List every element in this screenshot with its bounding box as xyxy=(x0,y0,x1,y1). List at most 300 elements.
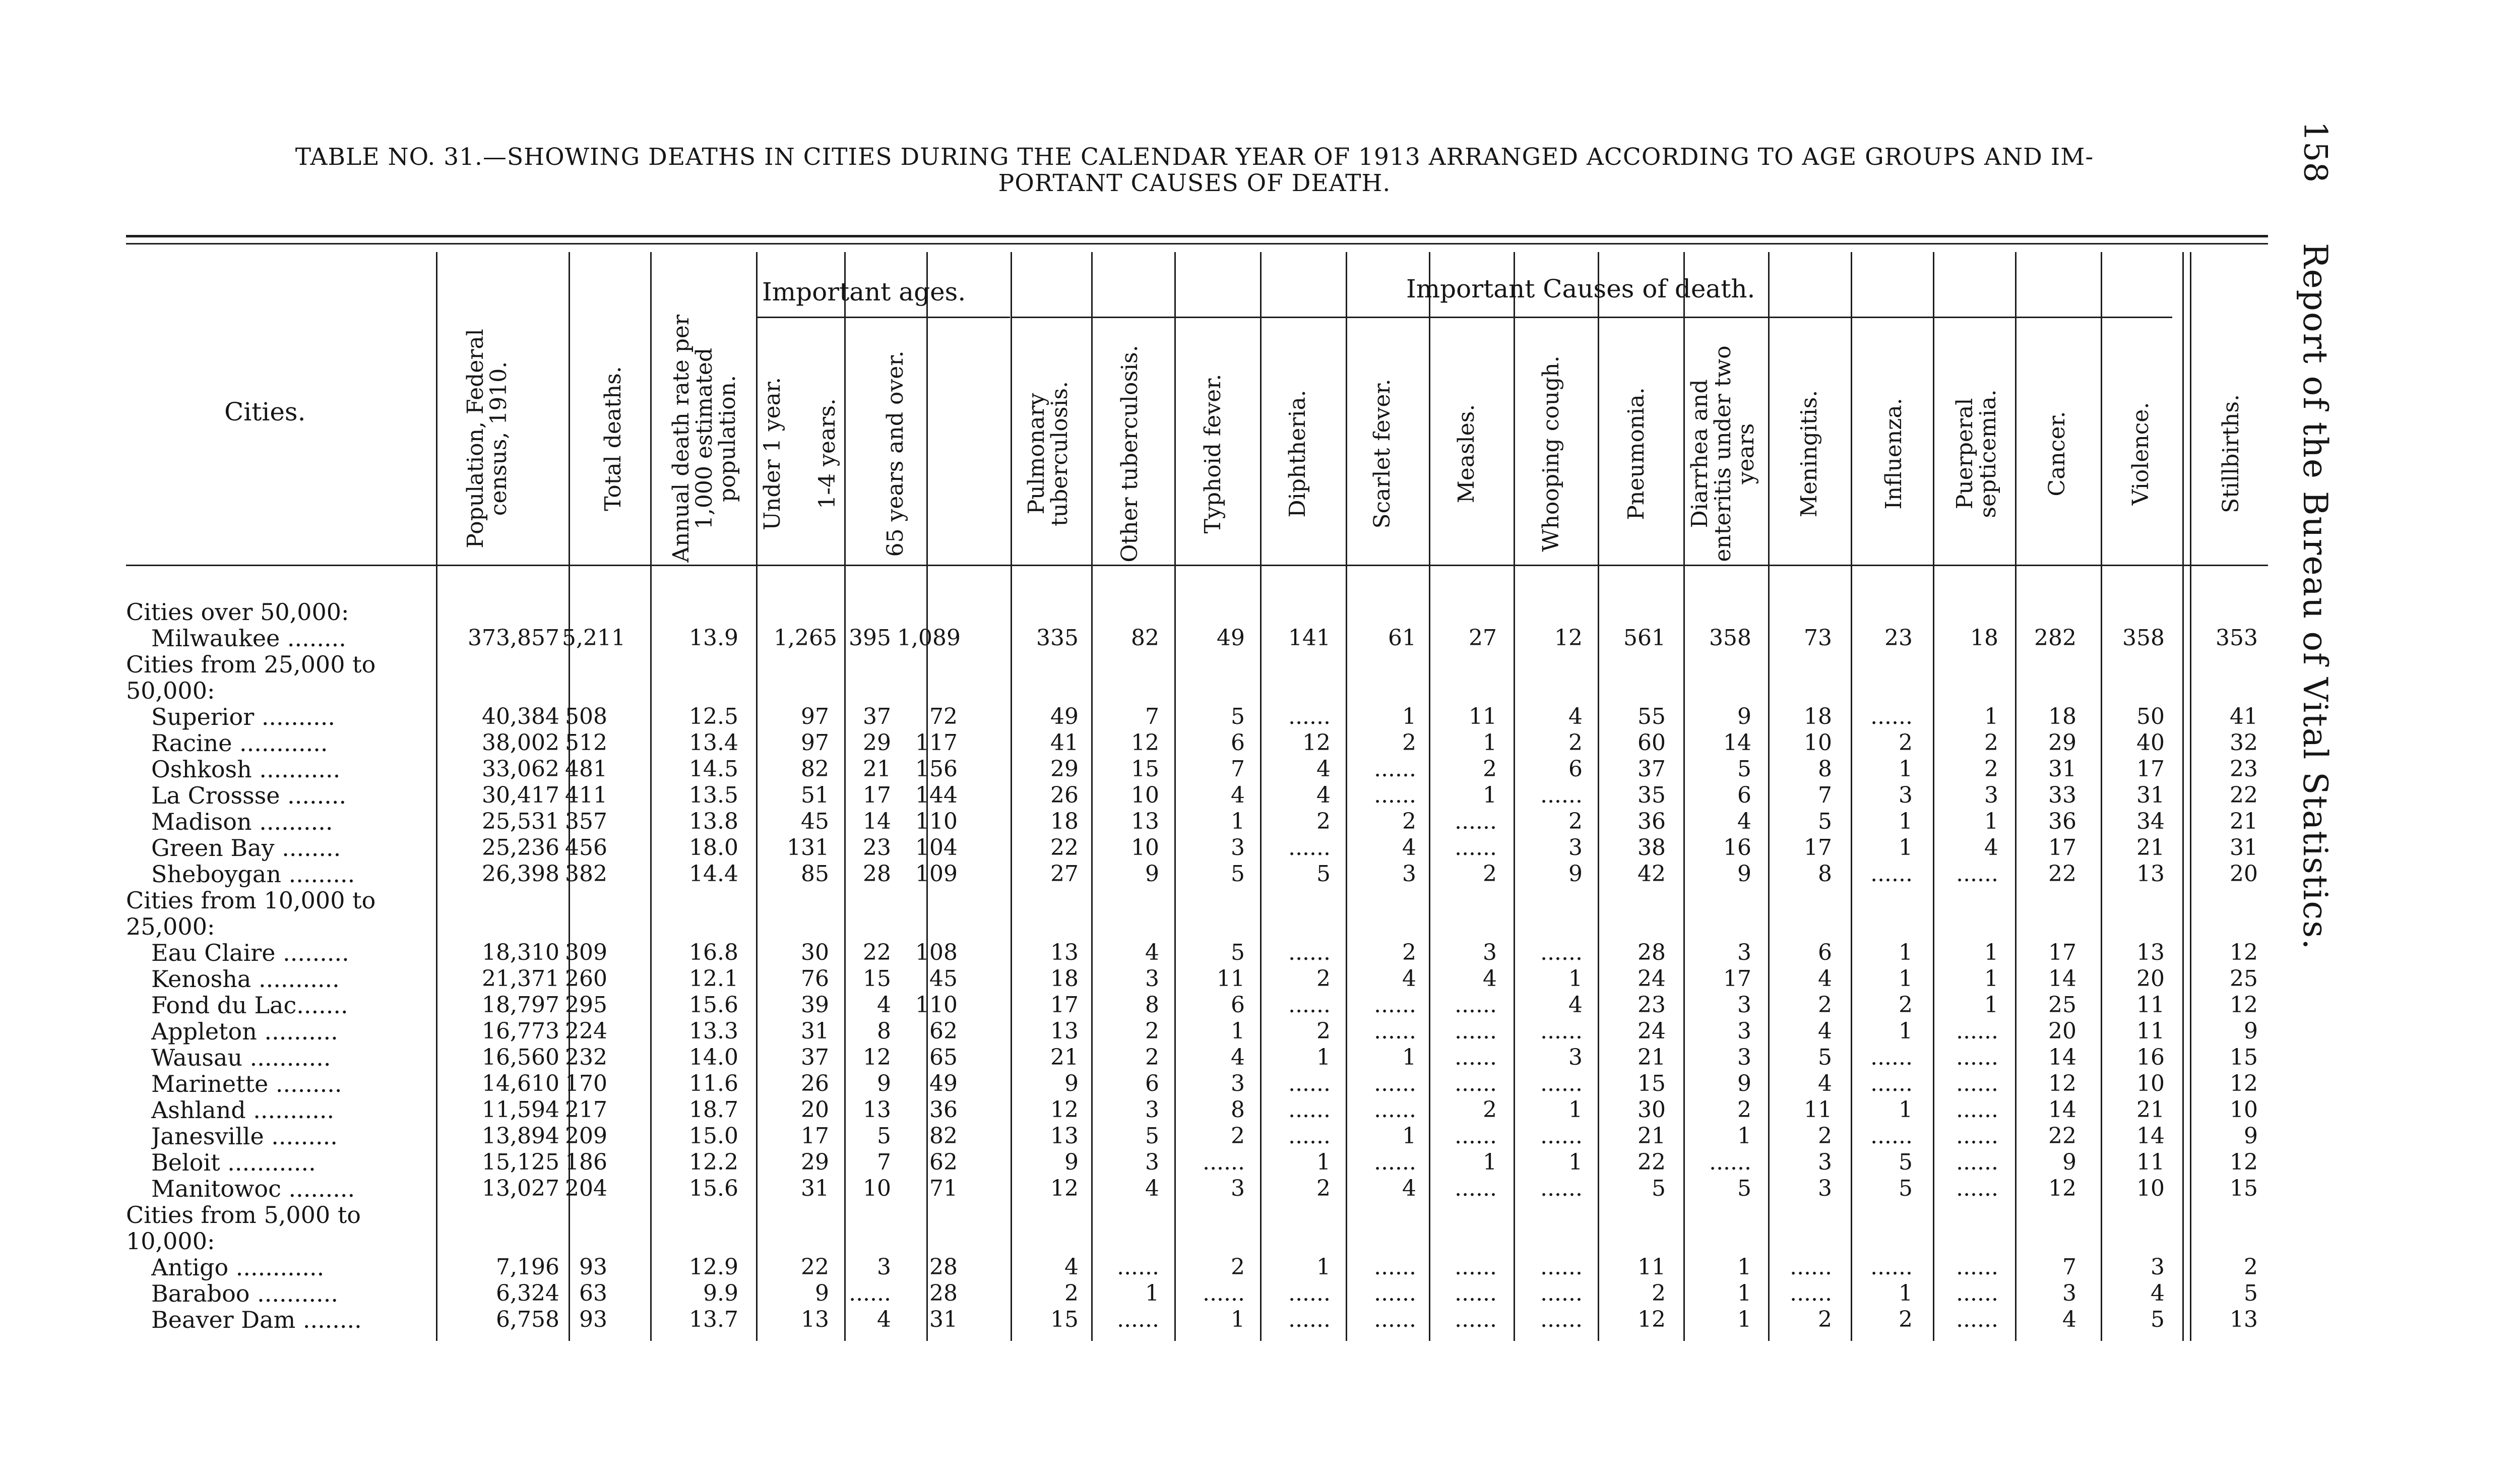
table-cell: 3 xyxy=(1984,782,1998,808)
city-name: Antigo ............ xyxy=(151,1254,325,1280)
table-cell: 49 xyxy=(1217,625,1245,651)
group-heading: Cities from 10,000 to 25,000: xyxy=(126,887,376,940)
table-cell: 1 xyxy=(1483,730,1497,756)
header-pneumonia: Pneumonia. xyxy=(1623,387,1649,520)
table-cell: 9 xyxy=(1145,861,1159,887)
table-cell: 1 xyxy=(1899,756,1913,782)
table-cell: 12 xyxy=(1554,625,1583,651)
table-cell: 17 xyxy=(1050,992,1079,1018)
table-cell: 9 xyxy=(877,1071,891,1096)
table-cell: 71 xyxy=(929,1176,958,1201)
table-cell: 2 xyxy=(1402,809,1416,834)
table-cell: 11 xyxy=(2136,1018,2165,1044)
city-name: Fond du Lac....... xyxy=(151,992,348,1018)
table-cell: ...... xyxy=(1455,1280,1497,1306)
table-cell: 26 xyxy=(1050,782,1079,808)
table-cell: 18.0 xyxy=(689,835,738,861)
table-cell: 16 xyxy=(1723,835,1751,861)
table-cell: 21 xyxy=(1050,1045,1079,1070)
table-cell: 3 xyxy=(1737,1018,1751,1044)
group-heading: Cities from 5,000 to 10,000: xyxy=(126,1201,361,1255)
table-cell: 13 xyxy=(2136,940,2165,965)
table-cell: 12 xyxy=(2048,1071,2076,1096)
table-cell: 17 xyxy=(1804,835,1832,861)
table-cell: 14,610 xyxy=(482,1071,559,1096)
table-cell: 4 xyxy=(1402,1176,1416,1201)
table-cell: 10 xyxy=(1804,730,1832,756)
table-cell: 27 xyxy=(1469,625,1497,651)
table-cell: 30 xyxy=(1637,1097,1666,1123)
table-cell: 10 xyxy=(1131,782,1159,808)
city-name: Beaver Dam ........ xyxy=(151,1307,362,1333)
table-cell: 561 xyxy=(1623,625,1666,651)
table-cell: 39 xyxy=(801,992,829,1018)
table-cell: 23 xyxy=(1884,625,1913,651)
table-cell: 82 xyxy=(1131,625,1159,651)
table-cell: 2 xyxy=(1899,1307,1913,1332)
running-head: Report of the Bureau of Vital Statistics. xyxy=(2296,243,2335,951)
table-cell: 456 xyxy=(565,835,607,861)
table-cell: 3 xyxy=(1145,1097,1159,1123)
table-cell: ...... xyxy=(1540,782,1583,808)
table-cell: 40 xyxy=(2136,730,2165,756)
table-cell: 18 xyxy=(1804,704,1832,729)
table-cell: 24 xyxy=(1637,1018,1666,1044)
causes-underline xyxy=(1012,317,2172,318)
header-stillbirths: Stillbirths. xyxy=(2218,394,2244,513)
header-death-rate: Annual death rate per 1,000 estimated population. xyxy=(668,315,740,563)
header-scarlet-fever: Scarlet fever. xyxy=(1369,379,1395,529)
table-cell: 31 xyxy=(801,1176,829,1201)
table-cell: 18 xyxy=(2048,704,2076,729)
table-cell: 18 xyxy=(1050,966,1079,992)
header-important-ages: Important ages. xyxy=(762,277,966,306)
table-cell: 335 xyxy=(1036,625,1079,651)
table-cell: ...... xyxy=(1956,1123,1998,1149)
table-cell: 45 xyxy=(801,809,829,834)
table-cell: 12 xyxy=(1302,730,1331,756)
table-cell: 28 xyxy=(929,1280,958,1306)
table-cell: ...... xyxy=(1288,1307,1331,1332)
table-cell: ...... xyxy=(1374,1280,1416,1306)
table-row xyxy=(0,809,2520,835)
table-cell: ...... xyxy=(1455,835,1497,861)
table-cell: 14 xyxy=(863,809,891,834)
table-cell: 26 xyxy=(801,1071,829,1096)
table-cell: 12 xyxy=(2230,1071,2258,1096)
table-cell: 16.8 xyxy=(689,940,738,965)
table-cell: 10 xyxy=(863,1176,891,1201)
table-row xyxy=(0,1307,2520,1333)
table-cell: ...... xyxy=(1870,1071,1913,1096)
table-cell: 156 xyxy=(915,756,958,782)
table-cell: 21 xyxy=(2230,809,2258,834)
table-cell: 1 xyxy=(1984,704,1998,729)
table-cell: 60 xyxy=(1637,730,1666,756)
table-cell: 1 xyxy=(1568,1097,1583,1123)
table-cell: 11 xyxy=(1804,1097,1832,1123)
table-cell: 1 xyxy=(1737,1307,1751,1332)
table-cell: 2 xyxy=(1818,1307,1832,1332)
table-cell: 12 xyxy=(2230,992,2258,1018)
table-cell: 2 xyxy=(1899,992,1913,1018)
table-cell: 2 xyxy=(1818,992,1832,1018)
table-cell: ...... xyxy=(1540,1176,1583,1201)
table-cell: 10 xyxy=(2136,1176,2165,1201)
table-cell: 38,002 xyxy=(482,730,559,756)
table-cell: ...... xyxy=(1288,704,1331,729)
table-cell: 50 xyxy=(2136,704,2165,729)
table-cell: 5 xyxy=(1737,1176,1751,1201)
table-cell: 13 xyxy=(2136,861,2165,887)
table-row xyxy=(0,1254,2520,1280)
table-cell: ...... xyxy=(1374,1149,1416,1175)
table-cell: 217 xyxy=(565,1097,607,1123)
table-cell: 1 xyxy=(1316,1254,1331,1280)
table-top-rule xyxy=(126,235,2268,237)
table-cell: ...... xyxy=(849,1280,891,1306)
table-cell: 141 xyxy=(1288,625,1331,651)
table-cell: 21 xyxy=(1637,1123,1666,1149)
table-cell: ...... xyxy=(1455,1071,1497,1096)
table-cell: 12 xyxy=(2048,1176,2076,1201)
table-cell: 13.5 xyxy=(689,782,738,808)
table-cell: 7,196 xyxy=(496,1254,559,1280)
table-cell: 29 xyxy=(801,1149,829,1175)
table-cell: 1,265 xyxy=(774,625,837,651)
table-cell: 2 xyxy=(1483,861,1497,887)
table-cell: 2 xyxy=(1568,809,1583,834)
table-cell: 11.6 xyxy=(689,1071,738,1096)
table-cell: 41 xyxy=(1050,730,1079,756)
table-cell: 6,758 xyxy=(496,1307,559,1332)
table-cell: 14 xyxy=(1723,730,1751,756)
table-row xyxy=(0,861,2520,887)
table-cell: 13 xyxy=(1050,1018,1079,1044)
table-cell: 1 xyxy=(1899,1280,1913,1306)
table-cell: ...... xyxy=(1709,1149,1751,1175)
table-cell: 309 xyxy=(565,940,607,965)
header-cancer: Cancer. xyxy=(2044,411,2070,497)
table-cell: 97 xyxy=(801,730,829,756)
table-cell: 110 xyxy=(915,992,958,1018)
table-cell: 13.3 xyxy=(689,1018,738,1044)
table-cell: 30 xyxy=(801,940,829,965)
table-cell: 13,027 xyxy=(482,1176,559,1201)
table-cell: 23 xyxy=(2230,756,2258,782)
table-cell: 3 xyxy=(1737,1045,1751,1070)
table-cell: 85 xyxy=(801,861,829,887)
table-cell: 9 xyxy=(2062,1149,2076,1175)
table-cell: 28 xyxy=(929,1254,958,1280)
table-cell: 25 xyxy=(2048,992,2076,1018)
table-cell: 5 xyxy=(1737,756,1751,782)
table-cell: 2 xyxy=(1737,1097,1751,1123)
table-cell: 17 xyxy=(2048,835,2076,861)
table-cell: 14.0 xyxy=(689,1045,738,1070)
table-cell: 6 xyxy=(1231,992,1245,1018)
table-cell: ...... xyxy=(1540,1254,1583,1280)
table-cell: 1 xyxy=(1899,809,1913,834)
table-cell: 1 xyxy=(1316,1149,1331,1175)
table-cell: 6 xyxy=(1818,940,1832,965)
table-cell: ...... xyxy=(1455,992,1497,1018)
table-cell: 4 xyxy=(1818,1018,1832,1044)
table-cell: 117 xyxy=(915,730,958,756)
table-cell: 33 xyxy=(2048,782,2076,808)
table-cell: 1 xyxy=(1984,992,1998,1018)
table-cell: 23 xyxy=(863,835,891,861)
table-cell: 4 xyxy=(1316,782,1331,808)
table-row xyxy=(0,1123,2520,1149)
table-cell: 6 xyxy=(1231,730,1245,756)
table-cell: ...... xyxy=(1117,1307,1159,1332)
table-cell: 2 xyxy=(1483,1097,1497,1123)
table-cell: ...... xyxy=(1455,809,1497,834)
table-cell: 37 xyxy=(863,704,891,729)
city-name: Superior .......... xyxy=(151,704,336,730)
page-number: 158 xyxy=(2296,121,2334,183)
table-cell: 55 xyxy=(1637,704,1666,729)
table-cell: 15 xyxy=(1050,1307,1079,1332)
table-cell: 1 xyxy=(1316,1045,1331,1070)
header-meningitis: Meningitis. xyxy=(1796,390,1822,518)
table-cell: ...... xyxy=(1956,1097,1998,1123)
table-cell: 21 xyxy=(2136,835,2165,861)
table-cell: 395 xyxy=(849,625,891,651)
header-influenza: Influenza. xyxy=(1881,398,1907,510)
table-row xyxy=(0,1097,2520,1123)
table-cell: 3 xyxy=(1145,966,1159,992)
table-cell: 8 xyxy=(1231,1097,1245,1123)
city-name: Janesville ......... xyxy=(151,1123,338,1149)
table-cell: 76 xyxy=(801,966,829,992)
table-cell: 15 xyxy=(2230,1176,2258,1201)
table-cell: 1,089 xyxy=(897,625,961,651)
table-cell: 16,560 xyxy=(482,1045,559,1070)
table-cell: 37 xyxy=(801,1045,829,1070)
table-cell: 7 xyxy=(1231,756,1245,782)
table-cell: 4 xyxy=(1818,966,1832,992)
table-cell: 2 xyxy=(1984,756,1998,782)
table-cell: 144 xyxy=(915,782,958,808)
table-cell: 42 xyxy=(1637,861,1666,887)
table-cell: 2 xyxy=(1145,1018,1159,1044)
table-cell: 1 xyxy=(1984,940,1998,965)
table-cell: 11,594 xyxy=(482,1097,559,1123)
table-cell: 209 xyxy=(565,1123,607,1149)
table-cell: ...... xyxy=(1288,835,1331,861)
table-cell: 1 xyxy=(1984,809,1998,834)
table-cell: 21 xyxy=(2136,1097,2165,1123)
table-cell: 22 xyxy=(801,1254,829,1280)
table-cell: 3 xyxy=(1568,1045,1583,1070)
table-cell: 5 xyxy=(1145,1123,1159,1149)
table-cell: 357 xyxy=(565,809,607,834)
table-cell: 2 xyxy=(1402,940,1416,965)
table-cell: ...... xyxy=(1203,1149,1245,1175)
table-cell: 1 xyxy=(1402,704,1416,729)
table-cell: 3 xyxy=(1145,1149,1159,1175)
table-cell: 65 xyxy=(929,1045,958,1070)
table-cell: 2 xyxy=(1064,1280,1079,1306)
table-cell: 481 xyxy=(565,756,607,782)
table-cell: 358 xyxy=(2122,625,2165,651)
city-name: Kenosha ........... xyxy=(151,966,340,992)
table-row xyxy=(0,992,2520,1018)
city-name: Milwaukee ........ xyxy=(151,625,346,651)
table-cell: 25,531 xyxy=(482,809,559,834)
table-cell: 97 xyxy=(801,704,829,729)
table-cell: 49 xyxy=(929,1071,958,1096)
table-cell: 17 xyxy=(1723,966,1751,992)
table-cell: 22 xyxy=(2048,1123,2076,1149)
table-cell: ...... xyxy=(1455,1176,1497,1201)
table-cell: 9 xyxy=(2244,1123,2258,1149)
header-other-tb: Other tuberculosis. xyxy=(1117,345,1143,563)
table-cell: 31 xyxy=(929,1307,958,1332)
city-name: Manitowoc ......... xyxy=(151,1176,355,1202)
table-cell: 12.1 xyxy=(689,966,738,992)
table-cell: 3 xyxy=(1483,940,1497,965)
table-cell: 22 xyxy=(863,940,891,965)
table-cell: 9 xyxy=(2244,1018,2258,1044)
table-cell: 9 xyxy=(1737,704,1751,729)
table-cell: 20 xyxy=(801,1097,829,1123)
table-row xyxy=(0,782,2520,809)
table-cell: 4 xyxy=(1568,704,1583,729)
table-cell: 5,211 xyxy=(562,625,625,651)
table-cell: ...... xyxy=(1956,1307,1998,1332)
table-cell: 1 xyxy=(1483,1149,1497,1175)
table-cell: 382 xyxy=(565,861,607,887)
table-cell: 22 xyxy=(2230,782,2258,808)
table-cell: 3 xyxy=(1818,1149,1832,1175)
table-cell: 2 xyxy=(2244,1254,2258,1280)
table-cell: ...... xyxy=(1956,861,1998,887)
table-cell: 12 xyxy=(2230,1149,2258,1175)
table-cell: 4 xyxy=(1145,1176,1159,1201)
table-cell: 204 xyxy=(565,1176,607,1201)
table-cell: 29 xyxy=(2048,730,2076,756)
table-cell: 1 xyxy=(1899,1097,1913,1123)
table-cell: 512 xyxy=(565,730,607,756)
table-cell: 82 xyxy=(929,1123,958,1149)
table-cell: 4 xyxy=(1402,966,1416,992)
table-cell: 6 xyxy=(1568,756,1583,782)
table-cell: 2 xyxy=(1483,756,1497,782)
table-cell: ...... xyxy=(1374,992,1416,1018)
table-cell: 13,894 xyxy=(482,1123,559,1149)
table-cell: 5 xyxy=(1818,1045,1832,1070)
header-65-and-over: 65 years and over. xyxy=(883,350,908,557)
table-cell: ...... xyxy=(1374,1071,1416,1096)
table-cell: 5 xyxy=(1818,809,1832,834)
table-row xyxy=(0,1176,2520,1202)
table-cell: 353 xyxy=(2216,625,2258,651)
table-cell: 31 xyxy=(2230,835,2258,861)
header-diarrhea: Diarrhea and enteritis under two years xyxy=(1687,345,1759,562)
table-cell: 10 xyxy=(2136,1071,2165,1096)
table-cell: 9 xyxy=(1064,1071,1079,1096)
table-cell: 2 xyxy=(1568,730,1583,756)
table-cell: 373,857 xyxy=(468,625,559,651)
table-cell: 29 xyxy=(1050,756,1079,782)
table-cell: 9 xyxy=(1737,1071,1751,1096)
table-cell: 17 xyxy=(2048,940,2076,965)
header-violence: Violence. xyxy=(2128,402,2154,506)
table-cell: 6 xyxy=(1145,1071,1159,1096)
table-cell: 51 xyxy=(801,782,829,808)
table-cell: 18 xyxy=(1050,809,1079,834)
table-cell: ...... xyxy=(1956,1280,1998,1306)
table-cell: 9 xyxy=(1737,861,1751,887)
table-cell: 49 xyxy=(1050,704,1079,729)
table-cell: 224 xyxy=(565,1018,607,1044)
table-cell: 22 xyxy=(1050,835,1079,861)
table-cell: 13 xyxy=(801,1307,829,1332)
table-cell: 14.4 xyxy=(689,861,738,887)
table-top-rule-2 xyxy=(126,243,2268,244)
table-cell: 15 xyxy=(2230,1045,2258,1070)
city-name: Racine ............ xyxy=(151,730,328,756)
table-cell: 2 xyxy=(1652,1280,1666,1306)
table-cell: 131 xyxy=(787,835,829,861)
table-cell: 9 xyxy=(815,1280,829,1306)
table-cell: ...... xyxy=(1288,940,1331,965)
table-cell: ...... xyxy=(1956,1071,1998,1096)
table-cell: ...... xyxy=(1455,1018,1497,1044)
table-cell: ...... xyxy=(1540,1071,1583,1096)
table-cell: 13 xyxy=(1131,809,1159,834)
table-cell: 35 xyxy=(1637,782,1666,808)
table-cell: 15.6 xyxy=(689,1176,738,1201)
header-puerperal: Puerperal septicemia. xyxy=(1952,389,2001,518)
table-cell: 5 xyxy=(1316,861,1331,887)
table-cell: 3 xyxy=(1818,1176,1832,1201)
table-row xyxy=(0,940,2520,966)
group-heading: Cities over 50,000: xyxy=(126,598,349,626)
table-cell: 2 xyxy=(1899,730,1913,756)
table-cell: ...... xyxy=(1374,1097,1416,1123)
table-cell: 109 xyxy=(915,861,958,887)
city-name: Sheboygan ......... xyxy=(151,861,355,887)
table-cell: 13 xyxy=(2230,1307,2258,1332)
table-cell: 14 xyxy=(2048,1045,2076,1070)
city-name: Wausau ........... xyxy=(151,1045,331,1071)
table-cell: 34 xyxy=(2136,809,2165,834)
table-cell: ...... xyxy=(1540,1018,1583,1044)
table-cell: 4 xyxy=(1984,835,1998,861)
city-name: Baraboo ........... xyxy=(151,1280,338,1307)
table-cell: 82 xyxy=(801,756,829,782)
table-cell: 1 xyxy=(1145,1280,1159,1306)
table-cell: ...... xyxy=(1374,756,1416,782)
header-measles: Measles. xyxy=(1454,404,1479,504)
table-cell: 1 xyxy=(1899,835,1913,861)
table-cell: 6,324 xyxy=(496,1280,559,1306)
table-cell: 31 xyxy=(801,1018,829,1044)
table-cell: ...... xyxy=(1956,1018,1998,1044)
table-row xyxy=(0,835,2520,861)
city-name: Madison .......... xyxy=(151,809,333,835)
table-cell: 14.5 xyxy=(689,756,738,782)
table-cell: ...... xyxy=(1455,1123,1497,1149)
table-cell: 2 xyxy=(1402,730,1416,756)
city-name: Ashland ........... xyxy=(151,1097,335,1123)
table-cell: 15.0 xyxy=(689,1123,738,1149)
table-cell: 14 xyxy=(2136,1123,2165,1149)
